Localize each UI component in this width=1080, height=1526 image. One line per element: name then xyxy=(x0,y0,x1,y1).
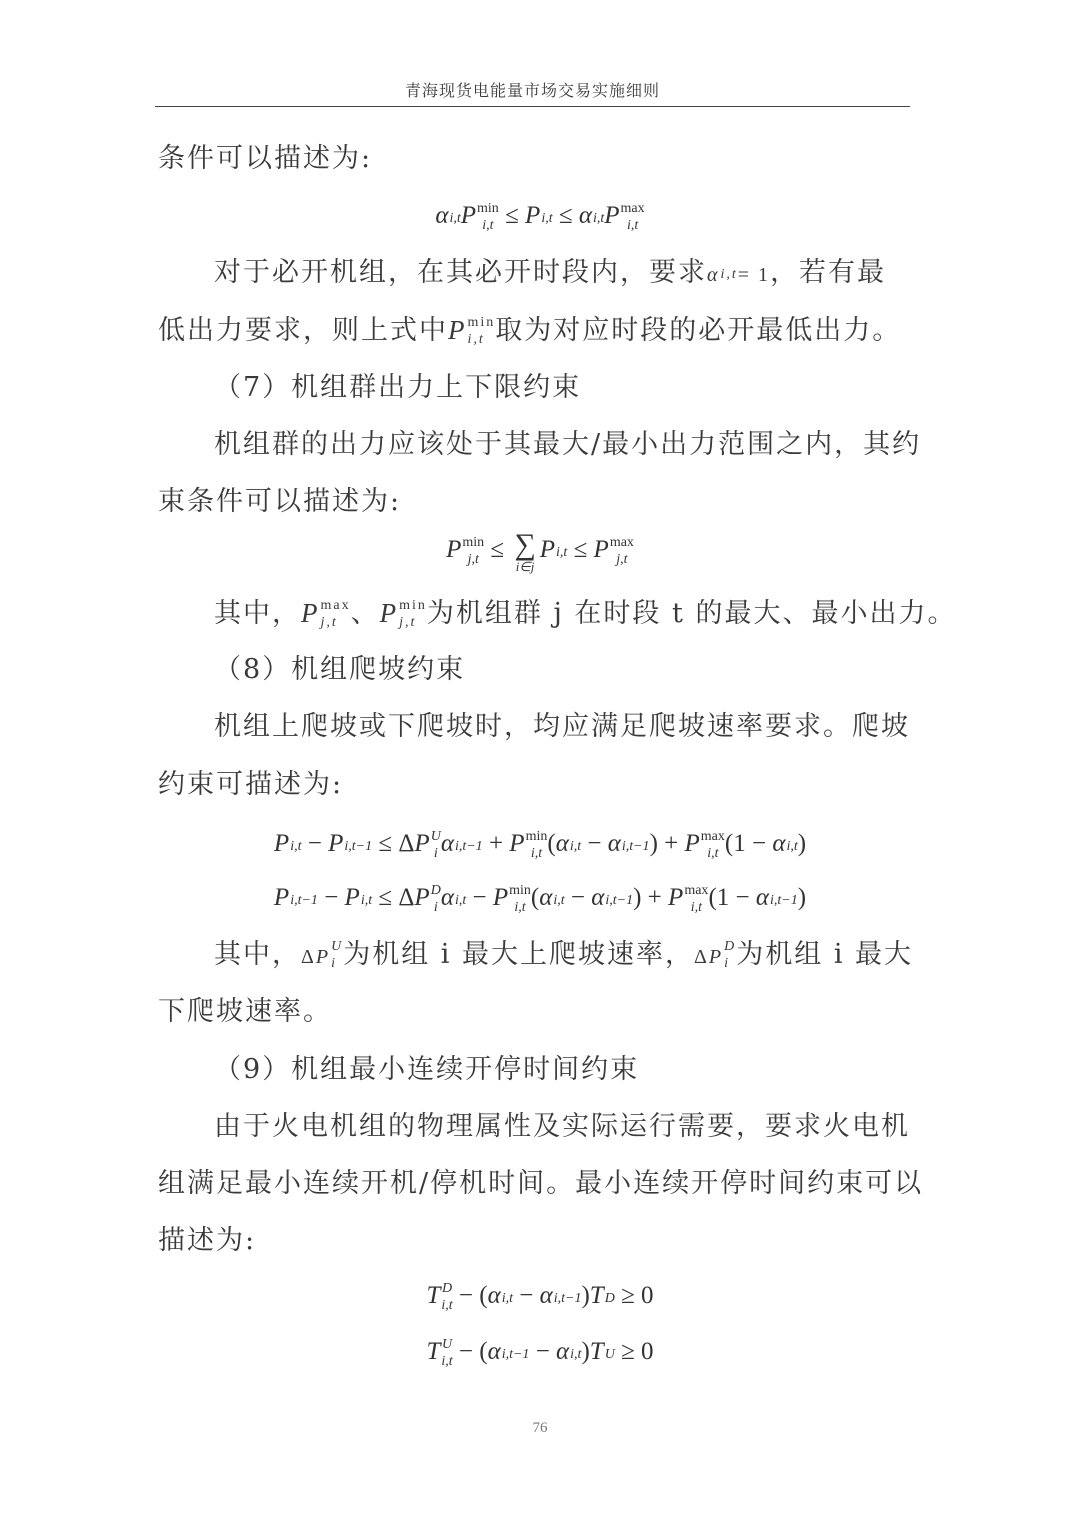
paragraph-line: 组满足最小连续开机/停机时间。最小连续开停时间约束可以 xyxy=(158,1168,924,1199)
paragraph-line: 描述为: xyxy=(158,1225,257,1256)
equation-group-bounds: P min j,t ≤ ∑ i∈j P i,t ≤ P max j,t xyxy=(446,528,634,574)
paragraph-line: 其中，P max j,t 、P min j,t 为机组群 j 在时段 t 的最大、最小出力。 xyxy=(214,598,957,630)
paragraph-line: 机组群的出力应该处于其最大/最小出力范围之内，其约 xyxy=(214,429,922,460)
paragraph-line: 由于火电机组的物理属性及实际运行需要，要求火电机 xyxy=(214,1111,910,1142)
equation-ramp-up: P i,t − P i,t−1 ≤ ΔP U i α i,t−1 + P min i,t (α i,t − α i,t−1 ) + P max i,t (1 − α i,t ) xyxy=(273,828,807,861)
section-heading-9: （9）机组最小连续开停时间约束 xyxy=(214,1054,640,1085)
equation-output-bounds: α i,t P min i,t ≤ P i,t ≤ α i,t P max i,t xyxy=(435,200,645,233)
paragraph-line: 其中，ΔP U i 为机组 i 最大上爬坡速率，ΔP D i 为机组 i 最大 xyxy=(214,939,914,971)
paragraph-line: 机组上爬坡或下爬坡时，均应满足爬坡速率要求。爬坡 xyxy=(214,711,910,742)
section-heading-7: （7）机组群出力上下限约束 xyxy=(214,372,582,403)
equation-ramp-down: P i,t−1 − P i,t ≤ ΔP D i α i,t − P min i,t (α i,t − α i,t−1 ) + P max i,t (1 − α i,t−1 ) xyxy=(273,882,807,915)
page-number: 76 xyxy=(532,1420,548,1436)
paragraph-line: 低出力要求，则上式中P min i,t 取为对应时段的必开最低出力。 xyxy=(158,315,902,347)
paragraph-line: 对于必开机组，在其必开时段内，要求α i,t = 1，若有最 xyxy=(214,257,887,288)
paragraph-line: 条件可以描述为: xyxy=(158,143,373,174)
equation-min-down-time: T D i,t − (α i,t − α i,t−1 )T D ≥ 0 xyxy=(426,1280,654,1313)
paragraph-line: 下爬坡速率。 xyxy=(158,996,332,1027)
paragraph-line: 约束可描述为: xyxy=(158,769,344,800)
document-header: 青海现货电能量市场交易实施细则 xyxy=(404,81,660,100)
section-heading-8: （8）机组爬坡约束 xyxy=(214,654,466,685)
equation-min-up-time: T U i,t − (α i,t−1 − α i,t )T U ≥ 0 xyxy=(426,1336,654,1369)
header-rule xyxy=(155,106,910,107)
paragraph-line: 束条件可以描述为: xyxy=(158,486,402,517)
